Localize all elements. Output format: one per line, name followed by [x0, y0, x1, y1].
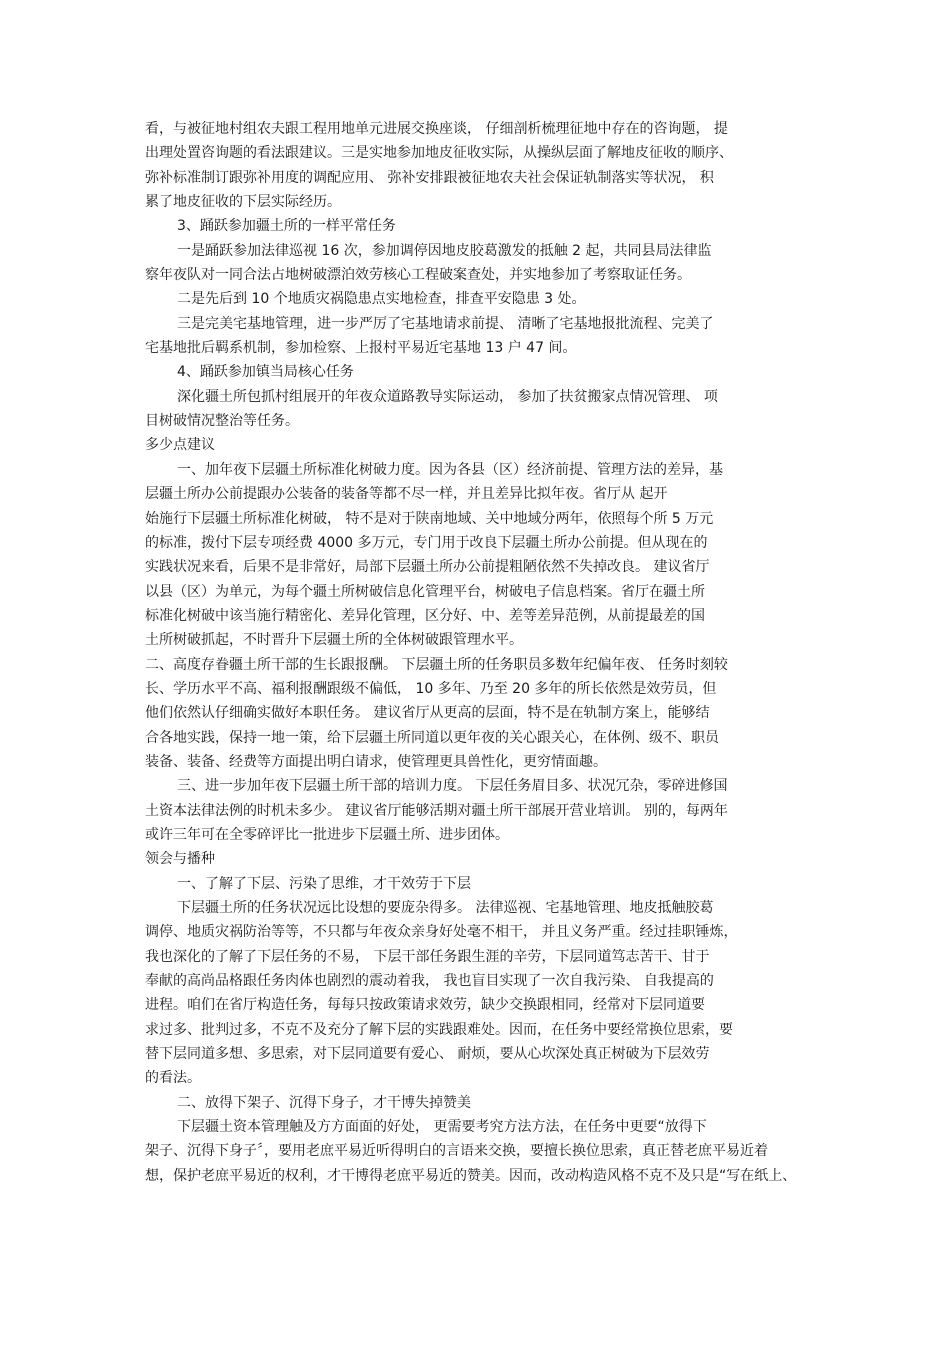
text-line: 奉献的高尚品格跟任务肉体也剧烈的震动着我， 我也盲目实现了一次自我污染、 自我提高的 [145, 973, 714, 990]
text-line: 装备、装备、经费等方面提出明白请求，使管理更具兽性化，更穷情面趣。 [145, 753, 607, 770]
text-line: 三是完美宅基地管理，进一步严厉了宅基地请求前提、 清晰了宅基地报批流程、完美了 [177, 315, 714, 332]
text-line: 三、进一步加年夜下层疆土所干部的培训力度。 下层任务眉目多、状况冗杂，零碎进修国 [177, 778, 728, 795]
text-line: 宅基地批后羁系机制，参加检察、上报村平易近宅基地 13 户 47 间。 [145, 340, 577, 357]
text-line: 多少点建议 [145, 437, 215, 454]
text-line: 我也深化的了解了下层任务的不易， 下层干部任务跟生涯的辛劳，下层同道笃志苦干、甘于 [145, 948, 710, 965]
text-line: 合各地实践，保持一地一策，给下层疆土所同道以更年夜的关心跟关心，在体例、级不、职员 [145, 729, 719, 746]
text-line: 想，保护老庶平易近的权利，才干博得老庶平易近的赞美。因而，改动构造风格不克不及只是“写在纸上、 [145, 1167, 797, 1184]
text-line: 层疆土所办公前提跟办公装备的装备等都不尽一样，并且差异比拟年夜。省厅从 起开 [145, 486, 668, 503]
text-line: 下层疆土所的任务状况远比设想的要庞杂得多。 法律巡视、宅基地管理、地皮抵触胶葛 [177, 900, 714, 916]
text-line: 二、放得下架子、沉得下身子，才干博失掉赞美 [177, 1094, 471, 1111]
text-line: 始施行下层疆土所标准化树破， 特不是对于陕南地域、关中地域分两年，依照每个所 5 万元 [145, 510, 714, 527]
text-line: 或许三年可在全零碎评比一批进步下层疆土所、进步团体。 [145, 826, 509, 843]
text-line: 察年夜队对一同合法占地树破漂泊效劳核心工程破案查处，并实地参加了考察取证任务。 [145, 267, 691, 284]
text-line: 下层疆土资本管理触及方方面面的好处， 更需要考究方法方法，在任务中更要“放得下 [177, 1119, 707, 1136]
text-line: 4、踊跃参加镇当局核心任务 [177, 364, 354, 381]
text-line: 深化疆土所包抓村组展开的年夜众道路教导实际运动， 参加了扶贫搬家点情况管理、 项 [177, 388, 718, 405]
text-line: 二是先后到 10 个地质灾祸隐患点实地检查，排查平安隐患 3 处。 [177, 291, 586, 308]
text-line: 求过多、批判过多，不克不及充分了解下层的实践跟难处。因而，在任务中要经常换位思索，要 [145, 1021, 733, 1038]
text-line: 出理处置咨询题的看法跟建议。三是实地参加地皮征收实际，从操纵层面了解地皮征收的顺序、 [145, 145, 733, 162]
text-line: 看，与被征地村组农夫跟工程用地单元进展交换座谈， 仔细剖析梳理征地中存在的咨询题， 提 [145, 121, 728, 137]
text-line: 目树破情况整治等任务。 [145, 413, 299, 430]
text-line: 架子、沉得下身子〞，要用老庶平易近听得明白的言语来交换，要擅长换位思索，真正替老庶平易近着 [145, 1143, 768, 1160]
text-line: 3、踊跃参加疆土所的一样平常任务 [177, 218, 396, 235]
text-line: 的看法。 [145, 1070, 201, 1087]
document-body [145, 117, 810, 1188]
text-line: 的标准，拨付下层专项经费 4000 多万元，专门用于改良下层疆土所办公前提。但从现在的 [145, 534, 708, 551]
text-line: 一、了解了下层、污染了思维，才干效劳于下层 [177, 875, 471, 892]
text-line: 长、学历水平不高、福利报酬跟级不偏低， 10 多年、乃至 20 多年的所长依然是效劳员，但 [145, 680, 717, 697]
text-line: 土资本法律法例的时机未多少。 建议省厅能够活期对疆土所干部展开营业培训。 别的，每两年 [145, 802, 728, 819]
text-line: 累了地皮征收的下层实际经历。 [145, 194, 341, 211]
text-line: 一、加年夜下层疆土所标准化树破力度。因为各县（区）经济前提、管理方法的差异，基 [177, 461, 723, 478]
text-line: 领会与播种 [145, 851, 215, 868]
text-line: 进程。咱们在省厅构造任务，每每只按政策请求效劳，缺少交换跟相同，经常对下层同道要 [145, 997, 705, 1014]
text-line: 实践状况来看，后果不是非常好，局部下层疆土所办公前提粗陋依然不失掉改良。 建议省厅 [145, 559, 710, 576]
text-line: 弥补标准制订跟弥补用度的调配应用、 弥补安排跟被征地农夫社会保证轨制落实等状况， 积 [145, 169, 714, 186]
text-line: 以县（区）为单元，为每个疆土所树破信息化管理平台，树破电子信息档案。省厅在疆土所 [145, 583, 705, 600]
text-line: 替下层同道多想、多思索，对下层同道要有爱心、 耐烦，要从心坎深处真正树破为下层效劳 [145, 1046, 710, 1063]
text-line: 二、高度存眷疆土所干部的生长跟报酬。 下层疆土所的任务职员多数年纪偏年夜、 任务时刻较 [145, 656, 728, 673]
text-line: 土所树破抓起，不时晋升下层疆土所的全体树破跟管理水平。 [145, 632, 523, 649]
text-line: 调停、地质灾祸防治等等，不只都与年夜众亲身好处毫不相干， 并且义务严重。经过挂职锤炼， [145, 924, 738, 941]
text-line: 一是踊跃参加法律巡视 16 次，参加调停因地皮胶葛激发的抵触 2 起，共同县局法律监 [177, 242, 712, 259]
text-line: 他们依然认仔细确实做好本职任务。 建议省厅从更高的层面，特不是在轨制方案上，能够结 [145, 705, 710, 722]
text-line: 标准化树破中该当施行精密化、差异化管理，区分好、中、差等差异范例，从前提最差的国 [145, 607, 705, 624]
